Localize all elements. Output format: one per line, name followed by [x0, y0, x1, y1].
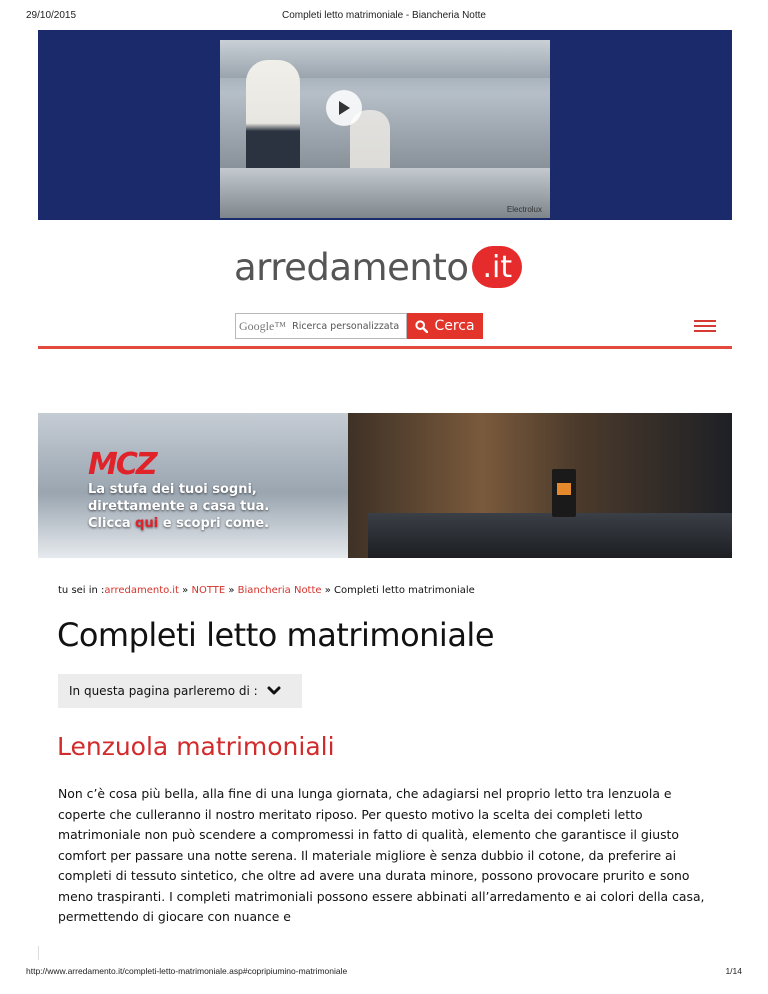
- ad-line-1: La stufa dei tuoi sogni,: [88, 482, 257, 497]
- breadcrumb-separator: »: [321, 585, 335, 596]
- ad-copy: [88, 481, 269, 532]
- chevron-down-icon: [267, 686, 281, 696]
- ad-click-here[interactable]: qui: [135, 516, 159, 531]
- print-date: 29/10/2015: [26, 10, 77, 21]
- header-divider: [38, 346, 732, 349]
- breadcrumb-current: Completi letto matrimoniale: [334, 585, 475, 596]
- mcz-logo: MCZ: [88, 447, 156, 482]
- breadcrumb-notte[interactable]: NOTTE: [191, 585, 226, 596]
- breadcrumb: [58, 585, 475, 596]
- play-icon: [337, 100, 351, 116]
- menu-hamburger-icon[interactable]: [694, 320, 716, 332]
- search-bar: [235, 313, 483, 339]
- search-placeholder: Ricerca personalizzata: [292, 320, 400, 332]
- print-page-title: Completi letto matrimoniale - Biancheria Notte: [282, 10, 486, 21]
- site-logo[interactable]: [234, 244, 522, 290]
- breadcrumb-home[interactable]: arredamento.it: [104, 585, 179, 596]
- print-footer: [0, 964, 768, 994]
- ad-deck: [368, 513, 732, 558]
- ad-line-2: direttamente a casa tua.: [88, 499, 270, 514]
- search-button-label: Cerca: [434, 318, 475, 334]
- breadcrumb-prefix: tu sei in :: [58, 585, 105, 596]
- page-title: Completi letto matrimoniale: [57, 616, 494, 654]
- google-logo: Google™: [239, 318, 287, 333]
- logo-badge: .it: [472, 246, 522, 288]
- breadcrumb-separator: »: [225, 585, 238, 596]
- video-scene-counter: [220, 168, 550, 218]
- video-brand-label: Electrolux: [506, 205, 542, 214]
- breadcrumb-biancheria-notte[interactable]: Biancheria Notte: [237, 585, 322, 596]
- ad-line-3: [88, 515, 269, 532]
- play-button[interactable]: [326, 90, 362, 126]
- ad-stove-image: [552, 469, 576, 517]
- print-header: [0, 0, 768, 30]
- search-icon: [415, 320, 428, 333]
- toc-label: In questa pagina parleremo di :: [69, 684, 258, 698]
- ad-line-3-post: e scopri come.: [158, 516, 270, 531]
- video-player[interactable]: [220, 40, 550, 218]
- video-ad-band: [38, 30, 732, 220]
- search-button[interactable]: [407, 313, 483, 339]
- breadcrumb-separator: »: [178, 585, 192, 596]
- section-title: Lenzuola matrimoniali: [57, 732, 335, 761]
- print-page-number: 1/14: [725, 966, 742, 976]
- print-url: http://www.arredamento.it/completi-letto-matrimoniale.asp#copripiumino-matrimoniale: [26, 966, 348, 976]
- article-paragraph: Non c’è cosa più bella, alla fine di una lunga giornata, che adagiarsi nel proprio letto tra lenzuola e coperte che culleranno il nostro meritato riposo. Per questo motivo la scelta dei completi letto matrimoniale non può scendere a compromessi in fatto di qualità, elemento che garantisce il giusto comfort per passare una notte serena. Il materiale migliore è senza dubbio il cotone, da preferire ai completi di tessuto sintetico, che oltre ad avere una durata minore, possono provocare prurito e sono meno traspiranti. I completi matrimoniali possono essere abbinati all’arredamento e ai colori della casa, permettendo di giocare con nuance e: [58, 786, 705, 924]
- search-input[interactable]: [235, 313, 407, 339]
- toc-dropdown[interactable]: [58, 674, 302, 708]
- mcz-banner-ad[interactable]: [38, 413, 732, 558]
- ad-line-3-pre: Clicca: [88, 516, 136, 531]
- logo-wordmark: arredamento: [234, 245, 469, 289]
- content-left-rule: [38, 946, 39, 960]
